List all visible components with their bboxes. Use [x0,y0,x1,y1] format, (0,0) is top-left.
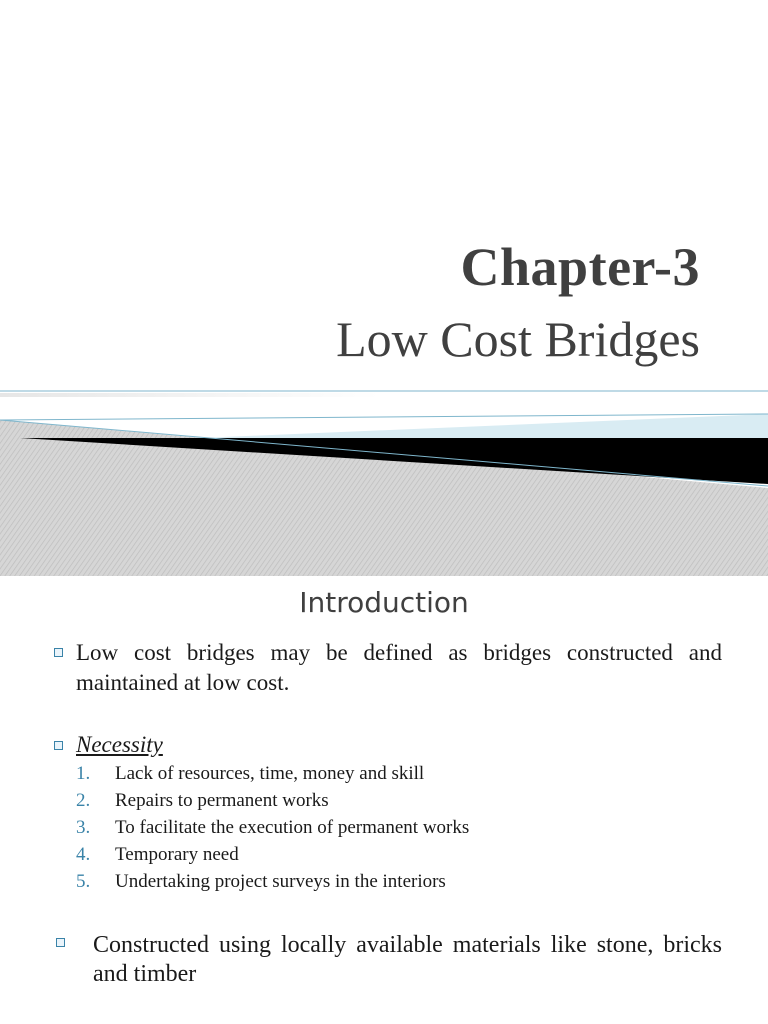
slide-title: Chapter-3 [460,237,700,297]
bullet-definition-text: Low cost bridges may be defined as bridges constructed and maintained at low cost. [76,640,722,695]
list-text: Repairs to permanent works [115,790,329,811]
square-bullet-icon [54,741,63,750]
list-text: Temporary need [115,844,239,865]
decorative-band [0,380,768,576]
content-slide [0,576,768,1024]
list-number: 2. [76,790,91,811]
list-number: 5. [76,871,91,892]
necessity-label: Necessity [76,732,163,757]
list-number: 1. [76,763,91,784]
square-bullet-icon [56,938,65,947]
list-text: Undertaking project surveys in the interiors [115,871,446,892]
soft-line [0,393,380,397]
square-bullet-icon [54,648,63,657]
list-text: To facilitate the execution of permanent works [115,817,470,838]
bullet-necessity [54,730,722,760]
list-number: 3. [76,817,91,838]
bullet-definition [54,638,722,698]
bullet-materials [56,931,722,989]
slide-subtitle: Low Cost Bridges [336,311,700,367]
list-text: Lack of resources, time, money and skill [115,763,425,784]
bullet-materials-text: Constructed using locally available materials like stone, bricks and timber [93,932,722,987]
slide-heading: Introduction [299,586,469,619]
list-number: 4. [76,844,91,865]
